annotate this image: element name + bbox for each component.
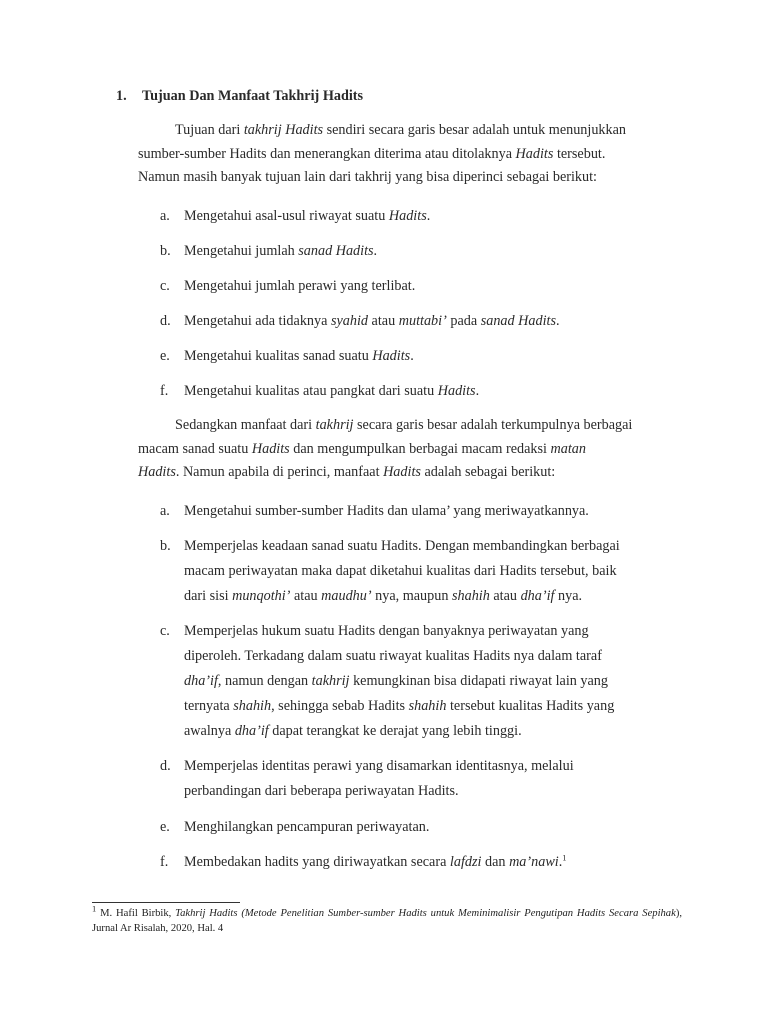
text-run: . [426,208,431,224]
text-run: . [373,243,378,259]
text-line [184,204,430,229]
text-run: sumber-sumber Hadits dan menerangkan diterima atau ditolaknya [138,145,516,162]
text-run: sendiri secara garis besar adalah untuk menunjukkan [323,122,627,138]
italic-text: muttabi’ [398,313,447,329]
text-line [184,815,429,840]
list-marker: f. [160,383,169,399]
text-run: nya. [554,588,583,604]
text-line [184,669,614,694]
footnote-ref: 1 [562,852,567,863]
text-run: Mengetahui sumber-sumber Hadits dan ulama’ yang meriwayatkannya. [184,503,589,519]
list-item-text [184,239,377,264]
list-marker: d. [160,758,171,774]
italic-text: syahid [330,313,368,329]
italic-text: dha’if [234,723,269,739]
text-run: macam periwayatan maka dapat diketahui kualitas dari Hadits tersebut, baik [184,563,617,579]
text-run: diperoleh. Terkadang dalam suatu riwayat kualitas Hadits nya dalam taraf [184,648,602,664]
section-heading [116,88,363,105]
list-marker: f. [160,854,169,870]
text-run: Mengetahui kualitas sanad suatu [184,348,373,364]
text-run: Mengetahui jumlah perawi yang terlibat. [184,278,416,294]
italic-text: sanad Hadits [298,243,374,259]
text-run: macam sanad suatu [138,440,252,457]
text-run: Mengetahui jumlah [184,243,299,259]
text-run: dari sisi [184,588,233,604]
list-marker: b. [160,538,171,554]
italic-text: lafdzi [449,854,482,870]
text-run: secara garis besar adalah terkumpulnya berbagai [353,417,633,433]
list-item-text [184,534,620,609]
italic-text: takhrij [315,417,354,433]
italic-text: Takhrij Hadits (Metode Penelitian Sumber-sumber Hadits untuk Meminimalisir Pengutipan Hadits Secara Sepihak [175,908,676,919]
text-line [184,850,567,875]
text-line [184,309,560,334]
text-run: Menghilangkan pencampuran periwayatan. [184,819,430,835]
italic-text: takhrij [311,673,350,689]
list-marker: c. [160,278,170,294]
text-line [184,534,620,559]
text-line [184,719,614,744]
text-run: , sehingga sebab Hadits [271,698,409,714]
text-run: kemungkinan bisa didapati riwayat lain yang [349,673,608,689]
list-item-text [184,309,560,334]
italic-text: Hadits [383,464,421,480]
italic-text: takhrij Hadits [243,122,324,138]
text-run: nya, maupun [371,588,452,604]
text-line [184,644,614,669]
italic-text: dha’if [520,588,555,604]
italic-text: ma’nawi [509,854,559,870]
list-marker: b. [160,243,171,259]
list-item-text [184,499,589,524]
text-run: M. Hafil Birbik, [96,908,176,919]
list-marker: d. [160,313,171,329]
footnote-separator [92,902,240,903]
list-item-text [184,344,414,369]
text-run: . [475,383,480,399]
text-run: Mengetahui ada tidaknya [184,313,331,329]
text-run: ), Jurnal Ar Risalah, 2020, Hal. 4 [92,908,682,934]
text-run: atau [290,588,322,604]
text-line [184,559,620,584]
text-run: perbandingan dari beberapa periwayatan Hadits. [184,783,459,799]
text-line [184,499,589,524]
italic-text: maudhu’ [321,588,372,604]
italic-text: shahih [451,588,490,604]
text-line [184,274,415,299]
text-line [184,694,614,719]
italic-text: Hadits [388,208,427,224]
list-marker: c. [160,623,170,639]
list-marker: a. [160,208,170,224]
italic-text: dha’if [184,673,218,689]
text-run: Mengetahui asal-usul riwayat suatu [184,208,389,224]
text-run: ternyata [184,698,234,714]
text-run: . [558,854,563,870]
text-run: dapat terangkat ke derajat yang lebih tinggi. [268,723,522,739]
italic-text: Hadits [437,383,476,399]
text-run: . Namun apabila di perinci, manfaat [175,464,384,480]
italic-text: Hadits [515,145,554,162]
italic-text: shahih [408,698,447,714]
list-marker: a. [160,503,170,519]
text-run: atau [368,313,399,329]
list-item-text [184,379,479,404]
list-item-text [184,815,429,840]
text-line [184,239,377,264]
text-line [184,779,574,804]
italic-text: Hadits [138,464,176,480]
text-run: Memperjelas hukum suatu Hadits dengan banyaknya periwayatan yang [184,623,589,639]
italic-text: sanad Hadits [480,313,556,329]
text-run: Sedangkan manfaat dari [175,417,316,433]
text-run: pada [446,313,481,329]
text-line [184,754,574,779]
manfaat-intro-paragraph [138,414,678,485]
intro-paragraph [138,119,678,190]
text-run: Tujuan dari [175,122,244,138]
list-item-text [184,204,430,229]
italic-text: Hadits [251,440,290,457]
list-marker: e. [160,819,170,835]
footnote [92,903,682,936]
list-marker: e. [160,348,170,364]
footnote-ref: 1 [92,903,97,914]
text-run: adalah sebagai berikut: [420,464,556,480]
text-run: Namun masih banyak tujuan lain dari takhrij yang bisa diperinci sebagai berikut: [138,169,597,185]
italic-text: Hadits [372,348,411,364]
text-run: dan mengumpulkan berbagai macam redaksi [289,440,551,457]
text-run: Membedakan hadits yang diriwayatkan secara [184,854,450,870]
text-line [184,619,614,644]
list-item-text [184,754,574,804]
text-line [184,344,414,369]
text-run: atau [489,588,521,604]
list-item-text [184,274,415,299]
text-run: dan [481,854,510,870]
list-item-text [184,619,614,744]
text-run: Memperjelas keadaan sanad suatu Hadits. Dengan membandingkan berbagai [184,538,620,554]
italic-text: shahih [233,698,272,714]
text-run: tersebut kualitas Hadits yang [446,698,615,714]
text-run: . [410,348,414,364]
section-title: Tujuan Dan Manfaat Takhrij Hadits [142,88,364,104]
text-line [184,379,479,404]
italic-text: munqothi’ [232,588,291,604]
italic-text: matan [550,440,586,457]
section-number: 1. [116,88,127,104]
text-run: , namun dengan [217,673,312,689]
text-line [184,584,620,609]
text-run: tersebut. [553,145,606,162]
text-run: . [555,313,560,329]
list-item-text [184,850,567,875]
text-run: Mengetahui kualitas atau pangkat dari suatu [184,383,438,399]
text-run: awalnya [184,723,235,739]
text-run: Memperjelas identitas perawi yang disamarkan identitasnya, melalui [184,758,574,774]
